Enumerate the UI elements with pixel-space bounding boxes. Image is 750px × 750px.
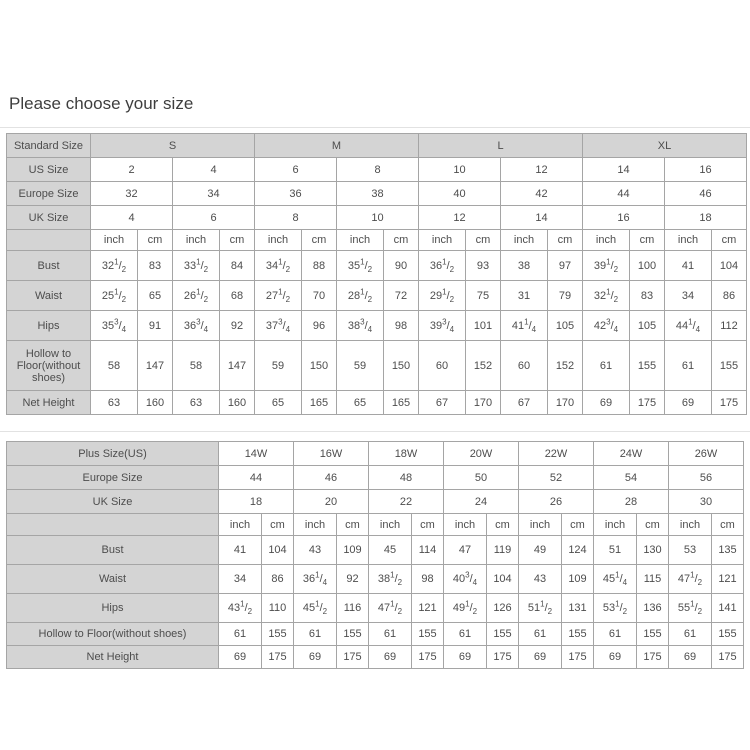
measure-value-cell: 175 — [412, 646, 444, 669]
table-row — [7, 182, 747, 206]
size-value-cell: 8 — [337, 158, 419, 182]
measure-value-cell: 155 — [562, 623, 594, 646]
measure-value-cell: 165 — [384, 391, 419, 415]
measure-value-cell: 170 — [466, 391, 501, 415]
row-label-cell: Standard Size — [7, 134, 91, 158]
table-row — [7, 311, 747, 341]
measure-value-cell: 175 — [562, 646, 594, 669]
measure-value-cell: 131 — [562, 594, 594, 623]
size-value-cell: 22 — [369, 490, 444, 514]
size-value-cell: 42 — [501, 182, 583, 206]
measure-value-cell: 61 — [219, 623, 262, 646]
measure-value-cell: 59 — [255, 341, 302, 391]
measure-value-cell: 152 — [466, 341, 501, 391]
size-value-cell: 32 — [91, 182, 173, 206]
table-row — [7, 490, 744, 514]
measure-value-cell: 165 — [302, 391, 337, 415]
measure-value-cell: 101 — [466, 311, 501, 341]
measure-value-cell: $36^1/_4$ — [294, 565, 337, 594]
measure-value-cell: 45 — [369, 536, 412, 565]
table-row — [7, 341, 747, 391]
size-value-cell: 6 — [173, 206, 255, 230]
table-row — [7, 565, 744, 594]
measure-value-cell: $45^1/_2$ — [294, 594, 337, 623]
measure-value-cell: $44^1/_4$ — [665, 311, 712, 341]
table-row — [7, 251, 747, 281]
row-label-cell — [7, 514, 219, 536]
measure-value-cell: 65 — [337, 391, 384, 415]
size-value-cell: 12 — [501, 158, 583, 182]
measure-value-cell: $36^3/_4$ — [173, 311, 220, 341]
unit-cell: inch — [669, 514, 712, 536]
size-value-cell: 46 — [294, 466, 369, 490]
measure-value-cell: 98 — [384, 311, 419, 341]
size-value-cell: 20 — [294, 490, 369, 514]
measure-value-cell: 155 — [412, 623, 444, 646]
measure-value-cell: 92 — [337, 565, 369, 594]
unit-cell: cm — [712, 514, 744, 536]
divider — [0, 431, 750, 432]
measure-value-cell: 175 — [262, 646, 294, 669]
measure-value-cell: 83 — [630, 281, 665, 311]
measure-value-cell: $26^1/_2$ — [173, 281, 220, 311]
measure-value-cell: 90 — [384, 251, 419, 281]
measure-value-cell: 135 — [712, 536, 744, 565]
measure-value-cell: 58 — [91, 341, 138, 391]
row-label-cell — [7, 230, 91, 251]
measure-value-cell: 38 — [501, 251, 548, 281]
size-value-cell: 44 — [219, 466, 294, 490]
unit-cell: inch — [294, 514, 337, 536]
measure-value-cell: 114 — [412, 536, 444, 565]
table-row — [7, 466, 744, 490]
measure-value-cell: 109 — [562, 565, 594, 594]
measure-value-cell: 91 — [138, 311, 173, 341]
measure-value-cell: $36^1/_2$ — [419, 251, 466, 281]
measure-value-cell: 69 — [519, 646, 562, 669]
measure-value-cell: 63 — [173, 391, 220, 415]
measure-value-cell: 155 — [630, 341, 665, 391]
measure-value-cell: 61 — [444, 623, 487, 646]
measure-value-cell: 58 — [173, 341, 220, 391]
measure-value-cell: 121 — [412, 594, 444, 623]
measure-value-cell: 126 — [487, 594, 519, 623]
measure-value-cell: 53 — [669, 536, 712, 565]
unit-cell: cm — [466, 230, 501, 251]
size-value-cell: 24 — [444, 490, 519, 514]
unit-cell: cm — [302, 230, 337, 251]
unit-cell: cm — [384, 230, 419, 251]
measure-value-cell: 41 — [665, 251, 712, 281]
unit-cell: cm — [412, 514, 444, 536]
row-label-cell: Hips — [7, 311, 91, 341]
size-group-cell: S — [91, 134, 255, 158]
row-label-cell: Europe Size — [7, 182, 91, 206]
measure-value-cell: 100 — [630, 251, 665, 281]
measure-value-cell: $27^1/_2$ — [255, 281, 302, 311]
size-value-cell: 34 — [173, 182, 255, 206]
measure-value-cell: 104 — [712, 251, 747, 281]
measure-value-cell: 116 — [337, 594, 369, 623]
unit-cell: cm — [337, 514, 369, 536]
unit-cell: inch — [419, 230, 466, 251]
row-label-cell: Waist — [7, 565, 219, 594]
unit-cell: inch — [583, 230, 630, 251]
measure-value-cell: 147 — [220, 341, 255, 391]
size-value-cell: 28 — [594, 490, 669, 514]
plus-size-table — [6, 441, 744, 669]
measure-value-cell: 115 — [637, 565, 669, 594]
page-title: Please choose your size — [9, 94, 194, 113]
measure-value-cell: 68 — [220, 281, 255, 311]
unit-cell: cm — [562, 514, 594, 536]
measure-value-cell: 175 — [630, 391, 665, 415]
table-row — [7, 536, 744, 565]
row-label-cell: Net Height — [7, 391, 91, 415]
measure-value-cell: 60 — [501, 341, 548, 391]
measure-value-cell: 67 — [501, 391, 548, 415]
measure-value-cell: 175 — [487, 646, 519, 669]
measure-value-cell: 92 — [220, 311, 255, 341]
measure-value-cell: 61 — [665, 341, 712, 391]
size-value-cell: 46 — [665, 182, 747, 206]
measure-value-cell: 124 — [562, 536, 594, 565]
measure-value-cell: 83 — [138, 251, 173, 281]
measure-value-cell: 61 — [583, 341, 630, 391]
measure-value-cell: 155 — [487, 623, 519, 646]
size-value-cell: 26 — [519, 490, 594, 514]
measure-value-cell: 59 — [337, 341, 384, 391]
measure-value-cell: 67 — [419, 391, 466, 415]
measure-value-cell: 61 — [519, 623, 562, 646]
measure-value-cell: 84 — [220, 251, 255, 281]
table-row — [7, 514, 744, 536]
measure-value-cell: 69 — [583, 391, 630, 415]
unit-cell: cm — [220, 230, 255, 251]
unit-cell: inch — [173, 230, 220, 251]
measure-value-cell: $32^1/_2$ — [583, 281, 630, 311]
row-label-cell: Hips — [7, 594, 219, 623]
measure-value-cell: 160 — [138, 391, 173, 415]
measure-value-cell: 69 — [669, 646, 712, 669]
measure-value-cell: $28^1/_2$ — [337, 281, 384, 311]
unit-cell: cm — [712, 230, 747, 251]
table-row — [7, 230, 747, 251]
measure-value-cell: 175 — [637, 646, 669, 669]
size-value-cell: 56 — [669, 466, 744, 490]
row-label-cell: Bust — [7, 251, 91, 281]
unit-cell: inch — [444, 514, 487, 536]
measure-value-cell: 75 — [466, 281, 501, 311]
measure-value-cell: $29^1/_2$ — [419, 281, 466, 311]
size-group-cell: 26W — [669, 442, 744, 466]
measure-value-cell: $55^1/_2$ — [669, 594, 712, 623]
row-label-cell: Plus Size(US) — [7, 442, 219, 466]
unit-cell: inch — [219, 514, 262, 536]
measure-value-cell: 150 — [384, 341, 419, 391]
unit-cell: inch — [665, 230, 712, 251]
size-group-cell: 18W — [369, 442, 444, 466]
size-group-cell: 14W — [219, 442, 294, 466]
measure-value-cell: $51^1/_2$ — [519, 594, 562, 623]
measure-value-cell: 88 — [302, 251, 337, 281]
table-row — [7, 281, 747, 311]
size-value-cell: 30 — [669, 490, 744, 514]
measure-value-cell: $35^3/_4$ — [91, 311, 138, 341]
size-value-cell: 18 — [665, 206, 747, 230]
unit-cell: inch — [369, 514, 412, 536]
measure-value-cell: $37^3/_4$ — [255, 311, 302, 341]
unit-cell: inch — [519, 514, 562, 536]
size-value-cell: 54 — [594, 466, 669, 490]
unit-cell: cm — [637, 514, 669, 536]
measure-value-cell: $41^1/_4$ — [501, 311, 548, 341]
size-value-cell: 2 — [91, 158, 173, 182]
measure-value-cell: 61 — [294, 623, 337, 646]
measure-value-cell: 150 — [302, 341, 337, 391]
unit-cell: inch — [594, 514, 637, 536]
measure-value-cell: 155 — [637, 623, 669, 646]
measure-value-cell: 147 — [138, 341, 173, 391]
standard-size-table — [6, 133, 747, 415]
table-row — [7, 391, 747, 415]
size-value-cell: 12 — [419, 206, 501, 230]
measure-value-cell: $25^1/_2$ — [91, 281, 138, 311]
measure-value-cell: $39^1/_2$ — [583, 251, 630, 281]
size-group-cell: M — [255, 134, 419, 158]
row-label-cell: Hollow to Floor(without shoes) — [7, 341, 91, 391]
measure-value-cell: $47^1/_2$ — [369, 594, 412, 623]
table-row — [7, 134, 747, 158]
measure-value-cell: 34 — [219, 565, 262, 594]
size-value-cell: 16 — [665, 158, 747, 182]
row-label-cell: US Size — [7, 158, 91, 182]
measure-value-cell: 98 — [412, 565, 444, 594]
size-value-cell: 14 — [583, 158, 665, 182]
divider — [0, 127, 750, 128]
size-value-cell: 50 — [444, 466, 519, 490]
measure-value-cell: $40^3/_4$ — [444, 565, 487, 594]
measure-value-cell: 65 — [138, 281, 173, 311]
measure-value-cell: 152 — [548, 341, 583, 391]
measure-value-cell: 65 — [255, 391, 302, 415]
unit-cell: inch — [337, 230, 384, 251]
measure-value-cell: 69 — [594, 646, 637, 669]
measure-value-cell: 51 — [594, 536, 637, 565]
table-row — [7, 206, 747, 230]
unit-cell: cm — [262, 514, 294, 536]
measure-value-cell: $53^1/_2$ — [594, 594, 637, 623]
unit-cell: cm — [548, 230, 583, 251]
table-row — [7, 158, 747, 182]
measure-value-cell: 43 — [519, 565, 562, 594]
size-value-cell: 44 — [583, 182, 665, 206]
measure-value-cell: 61 — [669, 623, 712, 646]
unit-cell: inch — [501, 230, 548, 251]
measure-value-cell: $35^1/_2$ — [337, 251, 384, 281]
measure-value-cell: $42^3/_4$ — [583, 311, 630, 341]
size-value-cell: 14 — [501, 206, 583, 230]
measure-value-cell: 136 — [637, 594, 669, 623]
table-row — [7, 646, 744, 669]
measure-value-cell: 43 — [294, 536, 337, 565]
measure-value-cell: 69 — [369, 646, 412, 669]
table-row — [7, 442, 744, 466]
size-group-cell: L — [419, 134, 583, 158]
measure-value-cell: 69 — [444, 646, 487, 669]
measure-value-cell: 110 — [262, 594, 294, 623]
measure-value-cell: 86 — [712, 281, 747, 311]
measure-value-cell: 69 — [219, 646, 262, 669]
size-value-cell: 38 — [337, 182, 419, 206]
measure-value-cell: 47 — [444, 536, 487, 565]
measure-value-cell: $49^1/_2$ — [444, 594, 487, 623]
size-value-cell: 52 — [519, 466, 594, 490]
unit-cell: inch — [255, 230, 302, 251]
measure-value-cell: 175 — [337, 646, 369, 669]
size-value-cell: 4 — [91, 206, 173, 230]
measure-value-cell: 112 — [712, 311, 747, 341]
measure-value-cell: 104 — [487, 565, 519, 594]
size-value-cell: 48 — [369, 466, 444, 490]
measure-value-cell: 69 — [665, 391, 712, 415]
size-group-cell: 24W — [594, 442, 669, 466]
measure-value-cell: 109 — [337, 536, 369, 565]
measure-value-cell: 175 — [712, 391, 747, 415]
unit-cell: inch — [91, 230, 138, 251]
measure-value-cell: 63 — [91, 391, 138, 415]
measure-value-cell: $32^1/_2$ — [91, 251, 138, 281]
size-value-cell: 4 — [173, 158, 255, 182]
measure-value-cell: $45^1/_4$ — [594, 565, 637, 594]
row-label-cell: Net Height — [7, 646, 219, 669]
size-value-cell: 8 — [255, 206, 337, 230]
measure-value-cell: 105 — [548, 311, 583, 341]
measure-value-cell: $38^1/_2$ — [369, 565, 412, 594]
size-group-cell: 22W — [519, 442, 594, 466]
table-row — [7, 594, 744, 623]
size-value-cell: 6 — [255, 158, 337, 182]
size-group-cell: XL — [583, 134, 747, 158]
measure-value-cell: 175 — [712, 646, 744, 669]
measure-value-cell: 155 — [712, 341, 747, 391]
measure-value-cell: 34 — [665, 281, 712, 311]
unit-cell: cm — [630, 230, 665, 251]
row-label-cell: UK Size — [7, 490, 219, 514]
measure-value-cell: 170 — [548, 391, 583, 415]
measure-value-cell: 160 — [220, 391, 255, 415]
measure-value-cell: $39^3/_4$ — [419, 311, 466, 341]
size-value-cell: 10 — [419, 158, 501, 182]
measure-value-cell: $34^1/_2$ — [255, 251, 302, 281]
measure-value-cell: $47^1/_2$ — [669, 565, 712, 594]
measure-value-cell: 105 — [630, 311, 665, 341]
size-group-cell: 16W — [294, 442, 369, 466]
measure-value-cell: 155 — [337, 623, 369, 646]
measure-value-cell: 93 — [466, 251, 501, 281]
unit-cell: cm — [487, 514, 519, 536]
measure-value-cell: $33^1/_2$ — [173, 251, 220, 281]
measure-value-cell: 69 — [294, 646, 337, 669]
measure-value-cell: 96 — [302, 311, 337, 341]
size-value-cell: 10 — [337, 206, 419, 230]
measure-value-cell: 121 — [712, 565, 744, 594]
measure-value-cell: $38^3/_4$ — [337, 311, 384, 341]
measure-value-cell: 155 — [262, 623, 294, 646]
measure-value-cell: 79 — [548, 281, 583, 311]
measure-value-cell: 97 — [548, 251, 583, 281]
measure-value-cell: 86 — [262, 565, 294, 594]
measure-value-cell: 60 — [419, 341, 466, 391]
measure-value-cell: 72 — [384, 281, 419, 311]
row-label-cell: UK Size — [7, 206, 91, 230]
row-label-cell: Bust — [7, 536, 219, 565]
measure-value-cell: 141 — [712, 594, 744, 623]
measure-value-cell: 41 — [219, 536, 262, 565]
measure-value-cell: 130 — [637, 536, 669, 565]
size-value-cell: 36 — [255, 182, 337, 206]
row-label-cell: Europe Size — [7, 466, 219, 490]
table-row — [7, 623, 744, 646]
measure-value-cell: 49 — [519, 536, 562, 565]
unit-cell: cm — [138, 230, 173, 251]
measure-value-cell: 119 — [487, 536, 519, 565]
measure-value-cell: 155 — [712, 623, 744, 646]
size-value-cell: 16 — [583, 206, 665, 230]
size-value-cell: 18 — [219, 490, 294, 514]
measure-value-cell: 61 — [594, 623, 637, 646]
size-value-cell: 40 — [419, 182, 501, 206]
measure-value-cell: $43^1/_2$ — [219, 594, 262, 623]
row-label-cell: Waist — [7, 281, 91, 311]
measure-value-cell: 70 — [302, 281, 337, 311]
measure-value-cell: 104 — [262, 536, 294, 565]
measure-value-cell: 61 — [369, 623, 412, 646]
row-label-cell: Hollow to Floor(without shoes) — [7, 623, 219, 646]
size-group-cell: 20W — [444, 442, 519, 466]
measure-value-cell: 31 — [501, 281, 548, 311]
